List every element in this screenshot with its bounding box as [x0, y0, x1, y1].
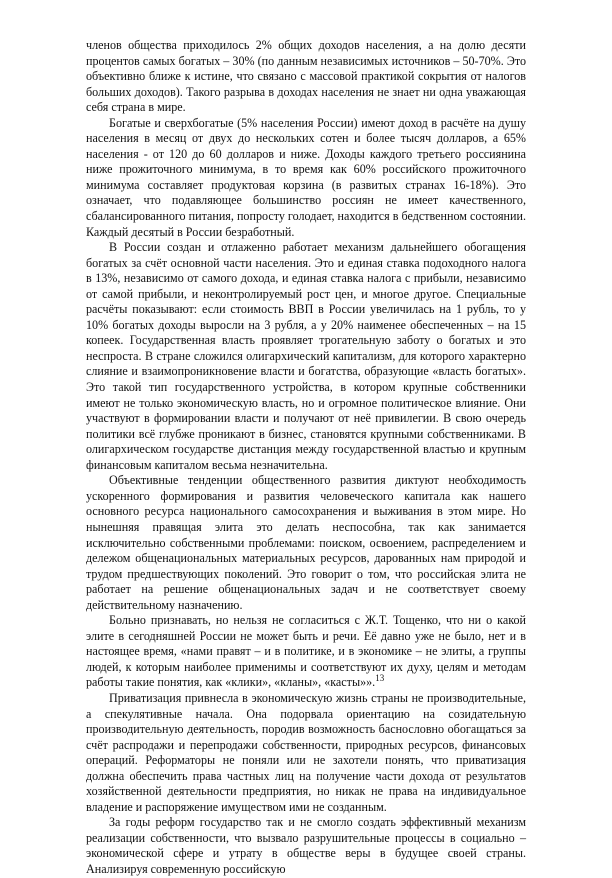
paragraph-4	[86, 473, 526, 613]
paragraph-3-text: В России создан и отлаженно работает механизм дальнейшего обогащения богатых за счёт основной части населения. Это и единая ставка подоходного налога в 13%, независимо от самого дохода, и единая ставка налога с прибыли, независимо от самой прибыли, и неконтролируемый рост цен, и многое другое. Специальные расчёты показывают: если стоимость ВВП в России увеличилась на 1 рубль, то у 10% богатых доходы выросли на 3 рубля, а у 20% наименее обеспеченных – на 15 копеек. Государственная власть проявляет трогательную заботу о богатых и это неспроста. В стране сложился олигархический капитализм, для которого характерно слияние и взаимопроникновение власти и богатства, образующие «власть богатых». Это такой тип государственного устройства, в котором крупные собственники имеют не только экономическую власть, но и огромное политическое влияние. Они участвуют в формировании власти и получают от неё привилегии. В свою очередь политики всё глубже проникают в бизнес, становятся крупными собственниками. В олигархическом государстве дистанция между государственной властью и крупным финансовым капиталом весьма незначительна.	[86, 240, 526, 472]
paragraph-2-text: Богатые и сверхбогатые (5% населения России) имеют доход в расчёте на душу населения в месяц от двух до нескольких сотен и более тысяч долларов, а 65% населения - от 120 до 60 долларов и ниже. Доходы каждого третьего россиянина ниже прожиточного минимума, в то время как 60% российского прожиточного минимума составляет продуктовая корзина (в развитых странах 16-18%). Это означает, что подавляющее большинство россиян не имеет качественного, сбалансированного питания, попросту голодает, находится в бедственном состоянии. Каждый десятый в России безработный.	[86, 115, 526, 239]
paragraph-6-text: Приватизация привнесла в экономическую жизнь страны не производительные, а спекулятивные начала. Она подорвала ориентацию на созидательную производительную деятельность, породив возможность баснословно обогащаться за счёт распродажи и перепродажи собственности, природных ресурсов, финансовых операций. Реформаторы не поняли или не захотели понять, что приватизация должна обеспечить права частных лиц на получение части дохода от результатов хозяйственной деятельности предприятия, но никак не права на индивидуальное владение и распоряжение имуществом ими не созданным.	[86, 690, 526, 814]
paragraph-5	[86, 613, 526, 691]
paragraph-3	[86, 240, 526, 473]
document-page	[86, 38, 526, 878]
paragraph-4-text: Объективные тенденции общественного развития диктуют необходимость ускоренного формирования и развития человеческого капитала как нашего основного ресурса национального самосохранения и выживания в этом мире. Но нынешняя правящая элита это делать неспособна, так как занимается исключительно собственными проблемами: поиском, освоением, распределением и дележом общенациональных материальных ресурсов, дарованных нам природой и трудом предшествующих поколений. Это говорит о том, что российская элита не работает на решение общенациональных задач и не соответствует своему действительному назначению.	[86, 473, 526, 612]
paragraph-7	[86, 815, 526, 877]
paragraph-6	[86, 691, 526, 815]
paragraph-7-text: За годы реформ государство так и не смогло создать эффективный механизм реализации собственности, что вызвало разрушительные процессы в социально – экономической сфере и утрату в обществе веры в будущее своей страны. Анализируя современную российскую	[86, 815, 526, 876]
paragraph-1	[86, 38, 526, 116]
paragraph-2	[86, 116, 526, 240]
paragraph-5-text: Больно признавать, но нельзя не согласиться с Ж.Т. Тощенко, что ни о какой элите в сегодняшней России не может быть и речи. Её давно уже не было, нет и в настоящее время, «нами правят – и в политике, и в экономике – не элиты, а группы людей, к которым наиболее применимы и соответствуют их духу, целям и методам работы такие понятия, как «клики», «кланы», «касты»».	[86, 613, 526, 690]
footnote-reference[interactable]: 13	[375, 673, 385, 684]
paragraph-1-text: членов общества приходилось 2% общих доходов населения, а на долю десяти процентов самых богатых – 30% (по данным независимых источников – 50-70%. Это объективно ближе к истине, что связано с массовой практикой сокрытия от налогов больших доходов). Такого разрыва в доходах населения не знает ни одна уважающая себя страна в мире.	[86, 38, 526, 115]
